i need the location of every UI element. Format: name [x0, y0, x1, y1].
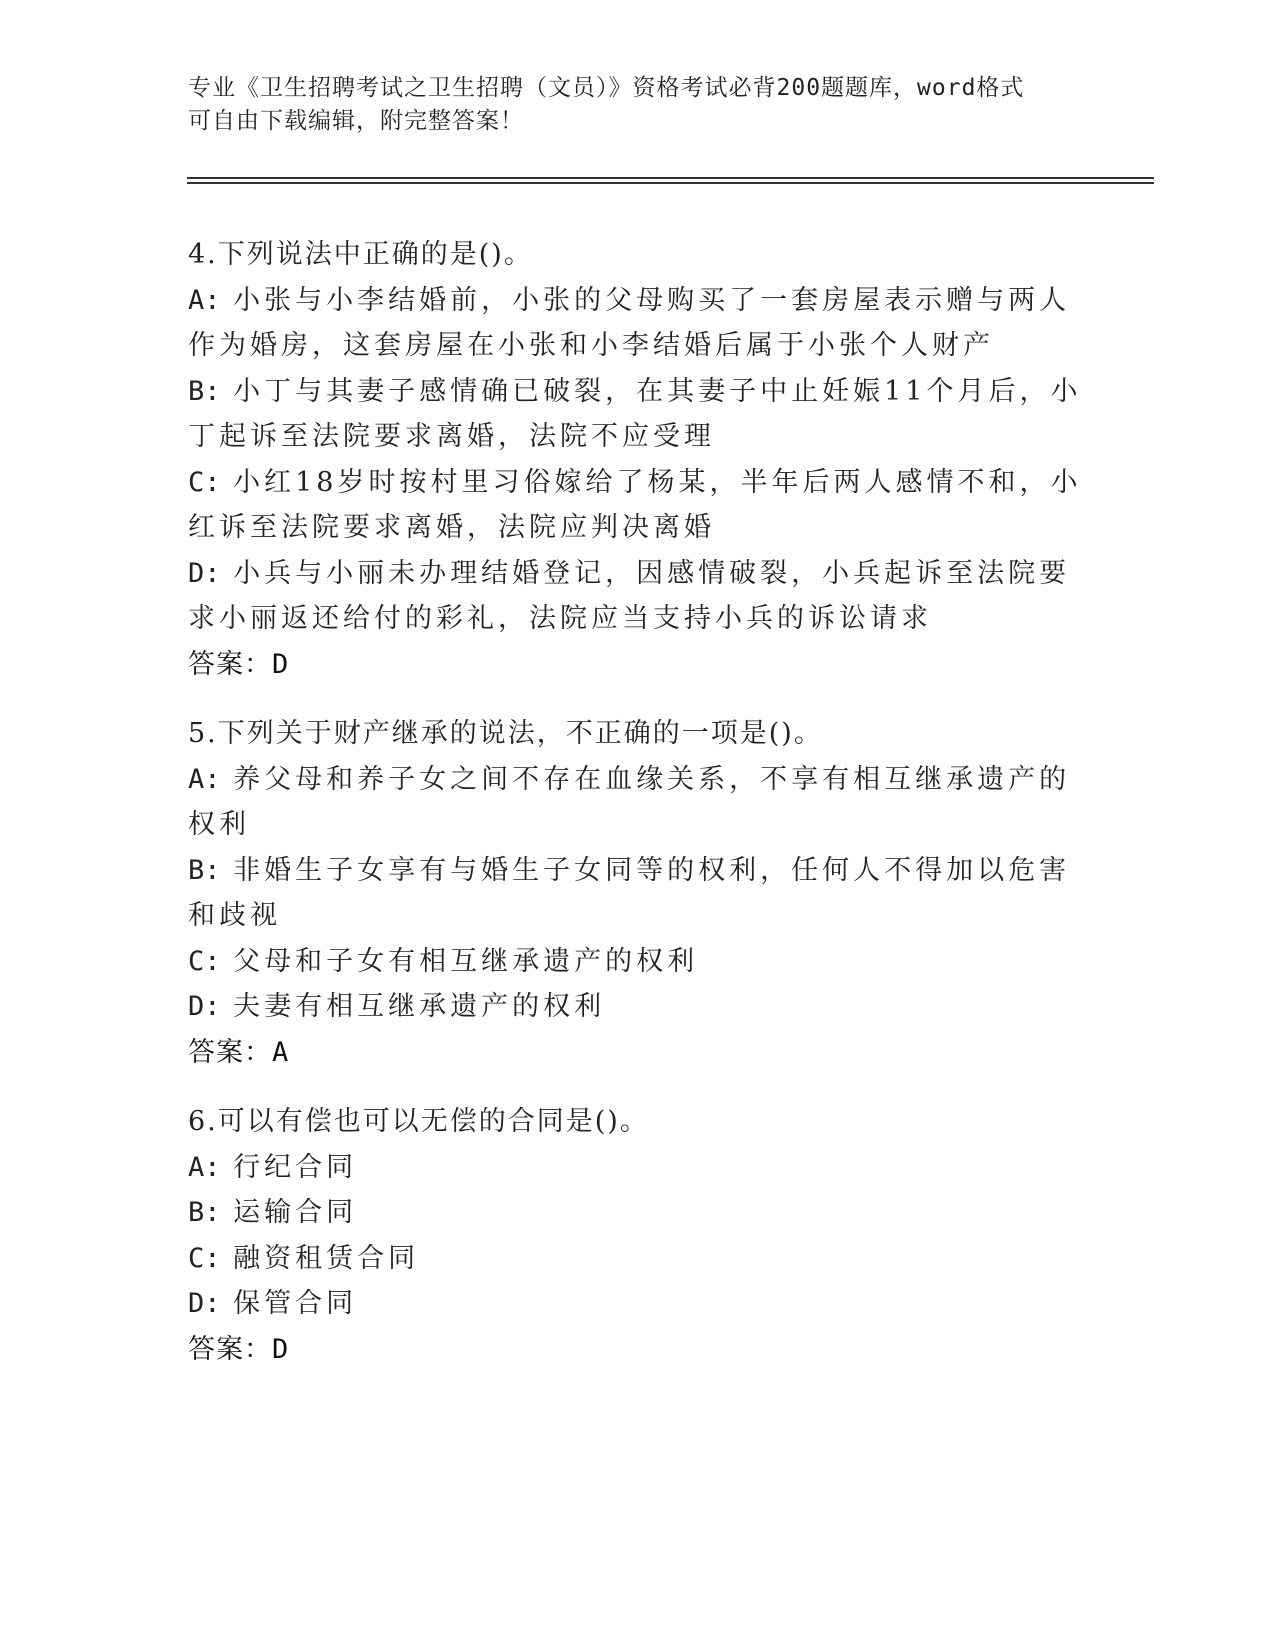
option-text: 非婚生子女享有与婚生子女同等的权利，任何人不得加以危害和歧视 — [188, 854, 1071, 931]
option-d — [188, 984, 1088, 1030]
option-key: B: — [188, 854, 221, 886]
option-b — [188, 369, 1088, 460]
header-line-1: 专业《卫生招聘考试之卫生招聘（文员）》资格考试必背200题题库，word格式 — [188, 75, 1025, 101]
answer-label: 答案： — [188, 1036, 272, 1068]
option-key: A: — [188, 284, 221, 316]
option-text: 运输合同 — [233, 1197, 358, 1228]
question-6 — [188, 1099, 1088, 1372]
option-key: B: — [188, 375, 221, 407]
header-divider-bottom — [187, 182, 1154, 184]
option-c — [188, 939, 1088, 985]
option-c — [188, 460, 1088, 551]
option-b — [188, 848, 1088, 939]
option-key: C: — [188, 466, 221, 498]
answer-line — [188, 642, 1088, 688]
question-5 — [188, 711, 1088, 1075]
option-text: 养父母和养子女之间不存在血缘关系，不享有相互继承遗产的权利 — [188, 763, 1071, 840]
option-d — [188, 1281, 1088, 1327]
option-a — [188, 1145, 1088, 1191]
option-a — [188, 278, 1088, 369]
document-header — [188, 72, 1068, 138]
option-key: D: — [188, 557, 221, 589]
answer-value: D — [272, 648, 290, 680]
header-line-2: 可自由下载编辑，附完整答案！ — [188, 108, 524, 134]
option-text: 父母和子女有相互继承遗产的权利 — [233, 945, 699, 977]
option-text: 保管合同 — [233, 1288, 358, 1319]
option-text: 小红18岁时按村里习俗嫁给了杨某，半年后两人感情不和，小红诉至法院要求离婚，法院应判决离婚 — [188, 466, 1082, 543]
option-a — [188, 757, 1088, 848]
answer-label: 答案： — [188, 1333, 272, 1365]
option-text: 夫妻有相互继承遗产的权利 — [233, 991, 606, 1022]
option-text: 小兵与小丽未办理结婚登记，因感情破裂，小兵起诉至法院要求小丽返还给付的彩礼，法院应当支持小兵的诉讼请求 — [188, 557, 1071, 634]
question-4 — [188, 232, 1088, 687]
question-stem: 4.下列说法中正确的是()。 — [188, 239, 533, 270]
option-key: A: — [188, 1151, 221, 1183]
question-stem: 6.可以有偿也可以无偿的合同是()。 — [188, 1106, 649, 1137]
answer-label: 答案： — [188, 648, 272, 680]
option-key: C: — [188, 1242, 221, 1274]
option-key: D: — [188, 1288, 221, 1319]
header-divider-top — [187, 177, 1154, 179]
answer-line — [188, 1030, 1088, 1076]
option-text: 小丁与其妻子感情确已破裂，在其妻子中止妊娠11个月后，小丁起诉至法院要求离婚，法院不应受理 — [188, 375, 1082, 452]
option-key: B: — [188, 1197, 221, 1228]
answer-value: A — [272, 1036, 290, 1068]
option-text: 小张与小李结婚前，小张的父母购买了一套房屋表示赠与两人作为婚房，这套房屋在小张和小李结婚后属于小张个人财产 — [188, 284, 1071, 361]
answer-line — [188, 1327, 1088, 1373]
option-key: D: — [188, 991, 221, 1022]
question-list — [188, 232, 1088, 1396]
option-text: 行纪合同 — [233, 1151, 358, 1183]
option-b — [188, 1190, 1088, 1236]
option-key: C: — [188, 945, 221, 977]
answer-value: D — [272, 1333, 290, 1365]
question-stem: 5.下列关于财产继承的说法，不正确的一项是()。 — [188, 718, 823, 749]
option-c — [188, 1236, 1088, 1282]
option-d — [188, 551, 1088, 642]
option-text: 融资租赁合同 — [233, 1242, 420, 1274]
option-key: A: — [188, 763, 221, 795]
